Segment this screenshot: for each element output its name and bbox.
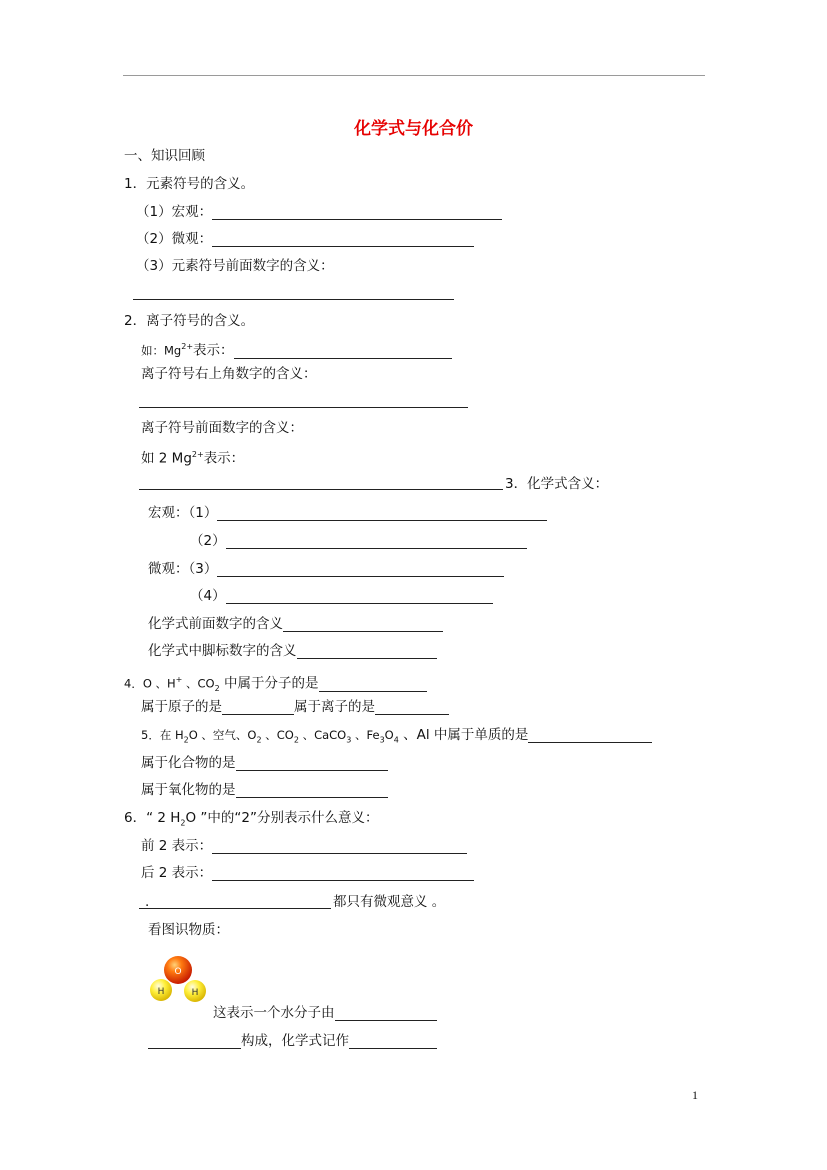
q4-atom-blank[interactable] bbox=[222, 700, 294, 715]
q5-compound-blank[interactable] bbox=[236, 756, 388, 771]
picture-line-2-blank-b[interactable] bbox=[349, 1034, 437, 1049]
q3-macro-1: 宏观：（1） bbox=[148, 503, 547, 523]
q3-micro-3: 微观：（3） bbox=[148, 559, 504, 579]
q6-micro-only-blank[interactable] bbox=[139, 908, 331, 909]
q6-front-2-blank[interactable] bbox=[212, 839, 467, 854]
q5-compound: 属于化合物的是 bbox=[141, 753, 388, 773]
q5-element-blank[interactable] bbox=[528, 728, 652, 743]
q3-front-number-blank[interactable] bbox=[283, 617, 443, 632]
q2-heading: 2．离子符号的含义。 bbox=[124, 313, 255, 329]
q2-example2-blank[interactable] bbox=[139, 489, 503, 490]
q1-micro: （2）微观： bbox=[136, 229, 474, 249]
q3-micro-4-blank[interactable] bbox=[226, 589, 493, 604]
q3-subscript-number: 化学式中脚标数字的含义 bbox=[148, 641, 437, 661]
q1-heading: 1．元素符号的含义。 bbox=[124, 176, 255, 192]
picture-line-2-blank-a[interactable] bbox=[148, 1034, 241, 1049]
water-molecule-icon bbox=[140, 948, 212, 1008]
q3-micro-4: （4） bbox=[190, 586, 493, 606]
q2-upper-right-blank[interactable] bbox=[139, 407, 468, 408]
picture-heading: 看图识物质： bbox=[148, 922, 229, 938]
hydrogen-label-right: H bbox=[191, 988, 199, 998]
page-number: 1 bbox=[692, 1088, 698, 1102]
q6-micro-only: 都只有微观意义 。 bbox=[333, 894, 446, 910]
q6-back-2: 后 2 表示： bbox=[141, 863, 474, 883]
q3-macro-1-blank[interactable] bbox=[217, 506, 547, 521]
q6-front-2: 前 2 表示： bbox=[141, 836, 467, 856]
q3-micro-3-blank[interactable] bbox=[217, 562, 504, 577]
q1-macro: （1）宏观： bbox=[136, 202, 502, 222]
q5-oxide-blank[interactable] bbox=[236, 783, 388, 798]
q2-example2: 如 2 $Mg^{2+}$表示： bbox=[141, 450, 245, 467]
q1-micro-blank[interactable] bbox=[212, 232, 474, 247]
q4-ion-blank[interactable] bbox=[375, 700, 449, 715]
picture-line-1: 这表示一个水分子由 bbox=[213, 1003, 437, 1023]
q3-macro-2-blank[interactable] bbox=[226, 534, 527, 549]
q1-front-number-blank[interactable] bbox=[133, 299, 454, 300]
q3-macro-2: （2） bbox=[190, 531, 527, 551]
q2-upper-right: 离子符号右上角数字的含义： bbox=[141, 366, 317, 382]
picture-line-1-blank[interactable] bbox=[335, 1006, 437, 1021]
q1-front-number: （3）元素符号前面数字的含义： bbox=[136, 258, 334, 274]
q4-molecule-blank[interactable] bbox=[319, 677, 427, 692]
picture-line-2: 构成，化学式记作 bbox=[148, 1031, 437, 1051]
q6-dot: . bbox=[145, 894, 150, 910]
q1-macro-blank[interactable] bbox=[212, 205, 502, 220]
hydrogen-label-left: H bbox=[157, 987, 165, 997]
q5-oxide: 属于氧化物的是 bbox=[141, 780, 388, 800]
q3-heading: 3．化学式含义： bbox=[505, 476, 609, 492]
q4-molecule: 4．O 、H+ 、$CO_2$ 中属于分子的是 bbox=[124, 670, 427, 699]
q5-element: 5．在 $H_2O$ 、空气、$O_2$ 、$CO_2$ 、CaCO$_3$ 、$Fe_3O_4$ 、Al 中属于单质的是 bbox=[141, 725, 652, 751]
q2-front: 离子符号前面数字的含义： bbox=[141, 420, 303, 436]
q6-heading: 6．“ 2 $H_2O$ ”中的“2”分别表示什么意义： bbox=[124, 810, 379, 828]
header-rule bbox=[123, 75, 705, 76]
section-heading: 一、知识回顾 bbox=[124, 148, 205, 164]
q3-subscript-number-blank[interactable] bbox=[297, 644, 437, 659]
page-title: 化学式与化合价 bbox=[354, 119, 473, 139]
q6-back-2-blank[interactable] bbox=[212, 866, 474, 881]
q4-atom-ion: 属于原子的是 属于离子的是 bbox=[141, 697, 449, 717]
oxygen-label: O bbox=[174, 967, 182, 977]
q2-example-blank[interactable] bbox=[234, 344, 452, 359]
q2-example: 如：$Mg^{2+}$表示： bbox=[141, 337, 452, 361]
q3-front-number: 化学式前面数字的含义 bbox=[148, 614, 443, 634]
